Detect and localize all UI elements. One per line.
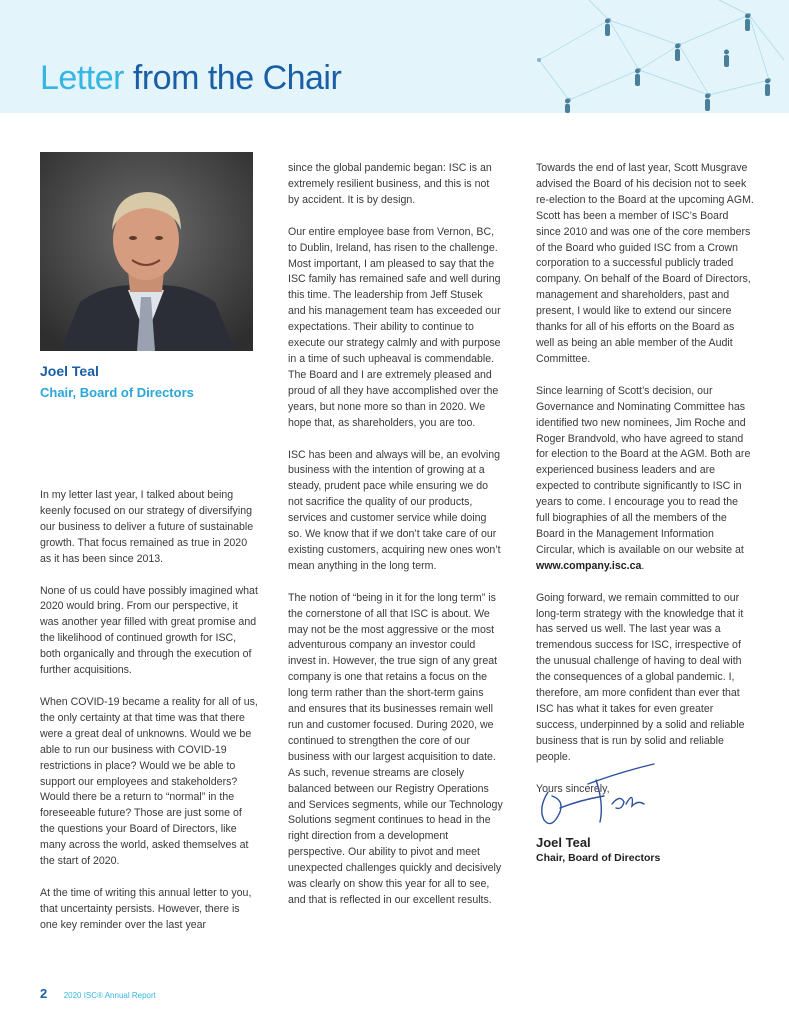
report-title: 2020 ISC® Annual Report [63, 991, 156, 1000]
page-title [40, 58, 341, 98]
paragraph-end: . [641, 559, 645, 572]
handwritten-signature [530, 760, 670, 832]
paragraph: At the time of writing this annual letter to you, that uncertainty persists. However, there is one key reminder over the last year [40, 886, 252, 931]
paragraph: since the global pandemic began: ISC is an extremely resilient business, and this is not by accident. It is by design. [288, 162, 492, 206]
paragraph: Our entire employee base from Vernon, BC, to Dublin, Ireland, has risen to the challenge. Most important, I am pleased to say that the ISC family has remained safe and well during this time. The leadership from Jeff Stusek and his management team has exceeded our expectations. Their ability to continue to execute our strategy calmly and with purpose in a time of such upheaval is commendable. The Board and I are extremely pleased and proud of all they have accomplished over the years, but none more so than in 2020. We hope that, as shareholders, you are too. [288, 225, 501, 429]
author-name: Joel Teal [40, 363, 99, 379]
page-number: 2 [40, 986, 48, 1001]
paragraph: Towards the end of last year, Scott Musgrave advised the Board of his decision not to seek re-election to the Board at the upcoming AGM. Scott has been a member of ISC’s Board since 2010 and was one of the core members of the Board who guided ISC from a Crown corporation to a successful publicly traded company. On behalf of the Board of Directors, management and shareholders, past and present, I would like to extend our sincere thanks for all of his efforts on the Board as well as being an able member of the Audit Committee. [536, 162, 754, 365]
signoff-name: Joel Teal [536, 835, 591, 850]
author-role: Chair, Board of Directors [40, 385, 194, 400]
closing-line: Yours sincerely, [536, 782, 610, 795]
paragraph: When COVID-19 became a reality for all of us, the only certainty at that time was that there were a great deal of unknowns. Would we be able to run our business with COVID-19 restrictions in place? Would we be able to support our employees and stakeholders? Would there be a return to “normal” in the foreseeable future? Those are just some of the questions your Board of Directors, like many across the world, asked themselves at the start of 2020. [40, 695, 258, 868]
letter-column-1 [40, 488, 258, 950]
network-people-illustration [529, 0, 789, 113]
page-title-part2: from the Chair [132, 59, 342, 97]
header-band [0, 0, 789, 113]
paragraph: In my letter last year, I talked about being keenly focused on our strategy of diversifying our business to deliver a future of sustainable growth. That focus remained as true in 2020 as it has been since 2013. [40, 489, 254, 565]
website-link[interactable]: www.company.isc.ca [536, 559, 642, 572]
signoff-block [536, 834, 660, 866]
paragraph: ISC has been and always will be, an evolving business with the intention of growing at a steady, prudent pace while ensuring we do not sacrifice the quality of our products, services and customer service while doing so. We know that if we don’t take care of our existing customers, acquiring new ones won’t mean anything in the long term. [288, 448, 501, 572]
paragraph: The notion of “being in it for the long term” is the cornerstone of all that ISC is about. We may not be the most aggressive or the most adventurous company an investor could invest in. However, the true sign of any great company is one that retains a focus on the long term rather than the short-term gains and ensures that its businesses remain well run and customer focused. During 2020, we continued to strengthen the core of our business with our largest acquisition to date. As such, revenue streams are closely balanced between our Registry Operations and Services segments, while our Technology Solutions segment continues to head in the right direction from a development perspective. Our ability to pivot and meet unexpected challenges quickly and decisively was clearly on show this year for all to see, and that is reflected in our excellent results. [288, 591, 503, 906]
signoff-role: Chair, Board of Directors [536, 852, 661, 864]
page-title-part1: Letter [40, 59, 124, 97]
chair-portrait-photo [40, 152, 253, 351]
paragraph: None of us could have possibly imagined what 2020 would bring. From our perspective, it was another year filled with great promise and the likelihood of continued growth for ISC, both organically and through the execution of further acquisitions. [40, 584, 258, 677]
author-block [40, 362, 194, 402]
paragraph-text: Since learning of Scott’s decision, our Governance and Nominating Committee has identified two new nominees, Jim Roche and Roger Brandvold, who have agreed to stand for election to the Board at the AGM. Both are experienced business leaders and are expected to contribute significantly to ISC in years to come. I encourage you to read the full biographies of all the members of the Board in the Management Information Circular, which is available on our website at [536, 384, 751, 556]
page-footer [40, 985, 156, 1003]
letter-column-2 [288, 161, 503, 925]
letter-column-3 [536, 161, 754, 814]
portrait-illustration [40, 152, 253, 351]
paragraph: Going forward, we remain committed to our long-term strategy with the knowledge that it has served us well. The last year was a tremendous success for ISC, irrespective of the unusual challenge of having to deal with the consequences of a global pandemic. I, therefore, am more confident than ever that ISC has what it takes for even greater success, underpinned by a solid and reliable business that is run by solid and reliable people. [536, 591, 745, 763]
paragraph [536, 384, 754, 575]
